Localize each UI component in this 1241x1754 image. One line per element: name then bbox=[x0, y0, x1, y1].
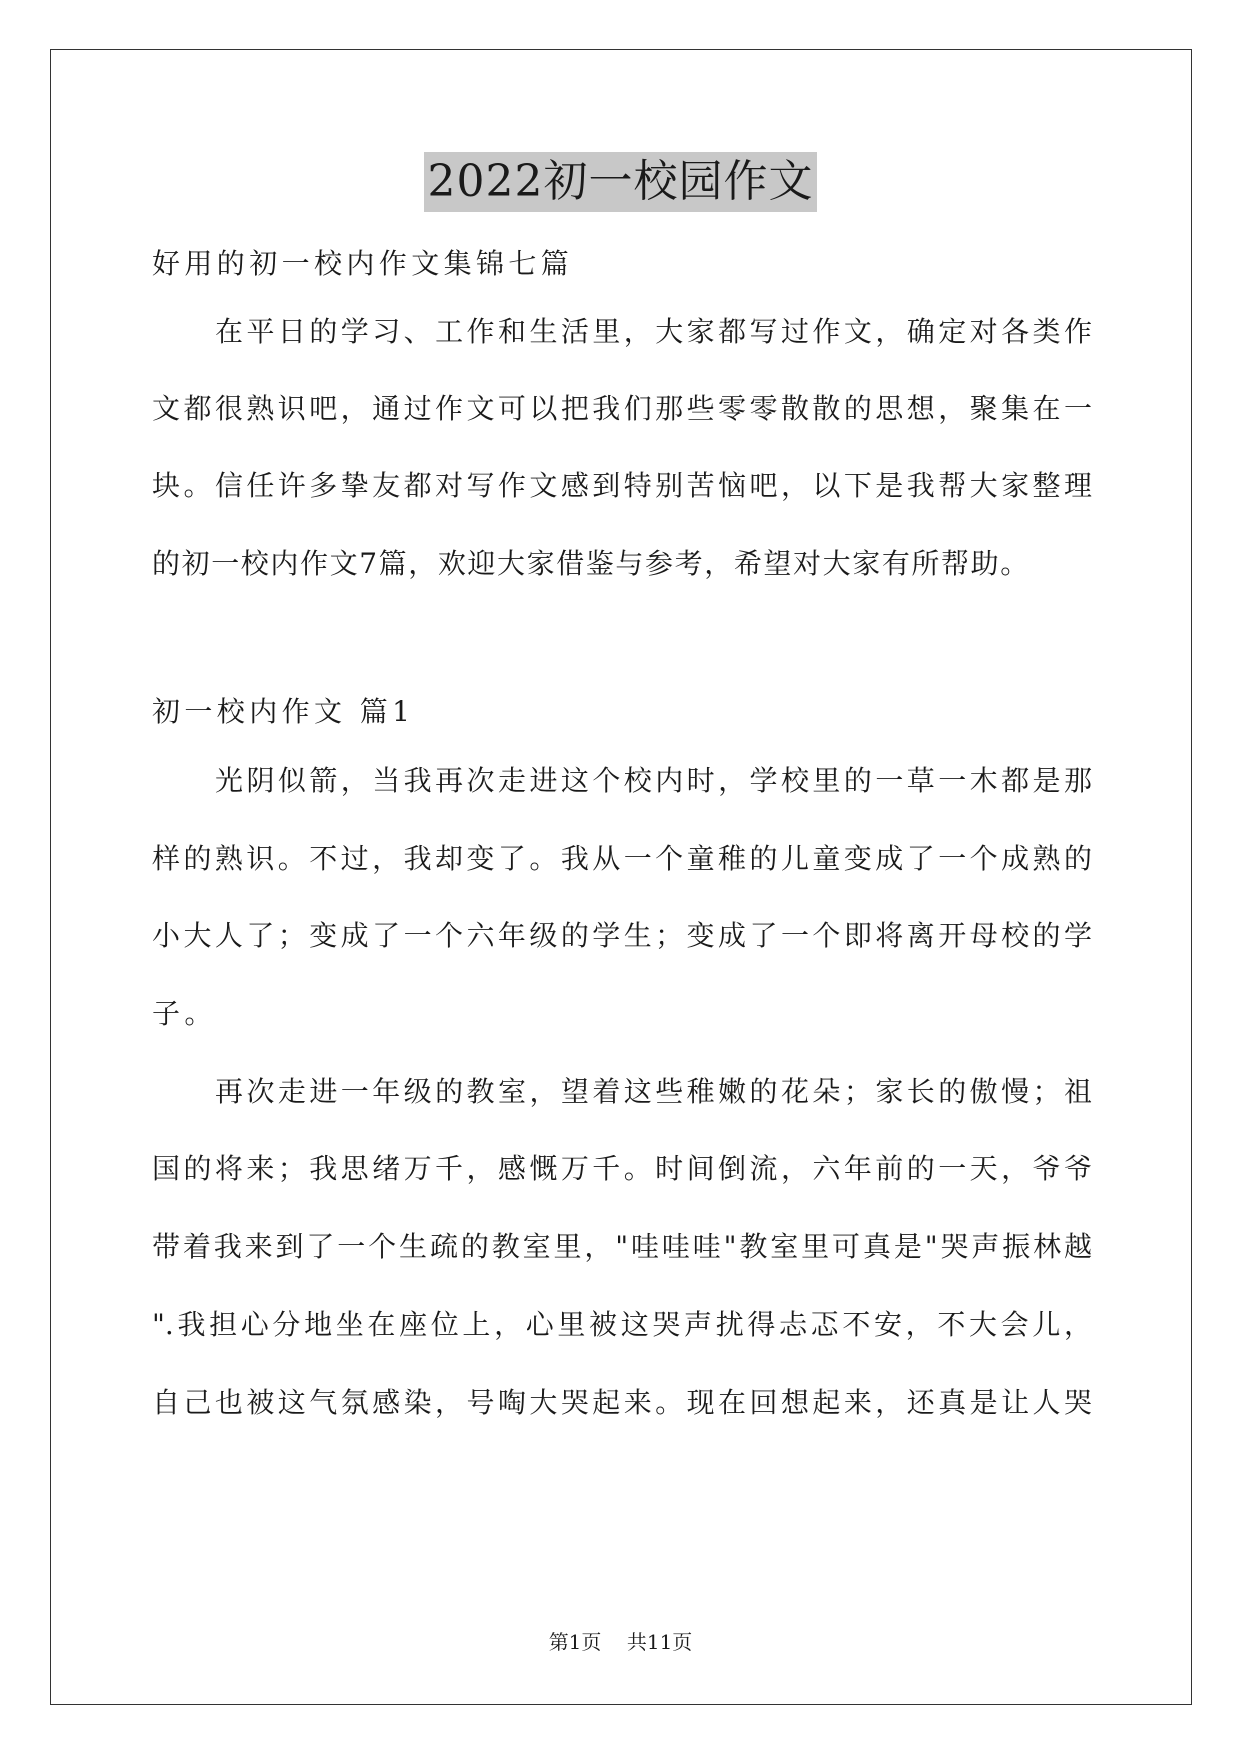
document-title: 2022初一校园作文 bbox=[424, 152, 818, 212]
paragraph-line: 带着我来到了一个生疏的教室里，"哇哇哇"教室里可真是"哭声振林越 bbox=[152, 1230, 1092, 1263]
document-subtitle: 好用的初一校内作文集锦七篇 bbox=[152, 247, 574, 280]
section-heading: 初一校内作文 篇1 bbox=[152, 695, 415, 728]
intro-line: 块。信任许多挚友都对写作文感到特别苦恼吧，以下是我帮大家整理 bbox=[152, 469, 1092, 502]
paragraph-line: 子。 bbox=[152, 997, 217, 1030]
intro-line: 的初一校内作文7篇，欢迎大家借鉴与参考，希望对大家有所帮助。 bbox=[152, 547, 1030, 580]
paragraph-line: ".我担心分地坐在座位上，心里被这哭声扰得忐忑不安，不大会儿， bbox=[152, 1308, 1092, 1341]
paragraph-line: 光阴似箭，当我再次走进这个校内时，学校里的一草一木都是那 bbox=[215, 764, 1092, 797]
page-number-footer: 第1页 共11页 bbox=[548, 1630, 693, 1654]
intro-line: 文都很熟识吧，通过作文可以把我们那些零零散散的思想，聚集在一 bbox=[152, 392, 1092, 425]
intro-line: 在平日的学习、工作和生活里，大家都写过作文，确定对各类作 bbox=[215, 315, 1092, 348]
title-container bbox=[0, 152, 1241, 212]
paragraph-line: 国的将来；我思绪万千，感慨万千。时间倒流，六年前的一天，爷爷 bbox=[152, 1152, 1092, 1185]
paragraph-line: 再次走进一年级的教室，望着这些稚嫩的花朵；家长的傲慢；祖 bbox=[215, 1075, 1092, 1108]
paragraph-line: 小大人了；变成了一个六年级的学生；变成了一个即将离开母校的学 bbox=[152, 919, 1092, 952]
paragraph-line: 样的熟识。不过，我却变了。我从一个童稚的儿童变成了一个成熟的 bbox=[152, 842, 1092, 875]
paragraph-line: 自己也被这气氛感染，号啕大哭起来。现在回想起来，还真是让人哭 bbox=[152, 1386, 1092, 1419]
